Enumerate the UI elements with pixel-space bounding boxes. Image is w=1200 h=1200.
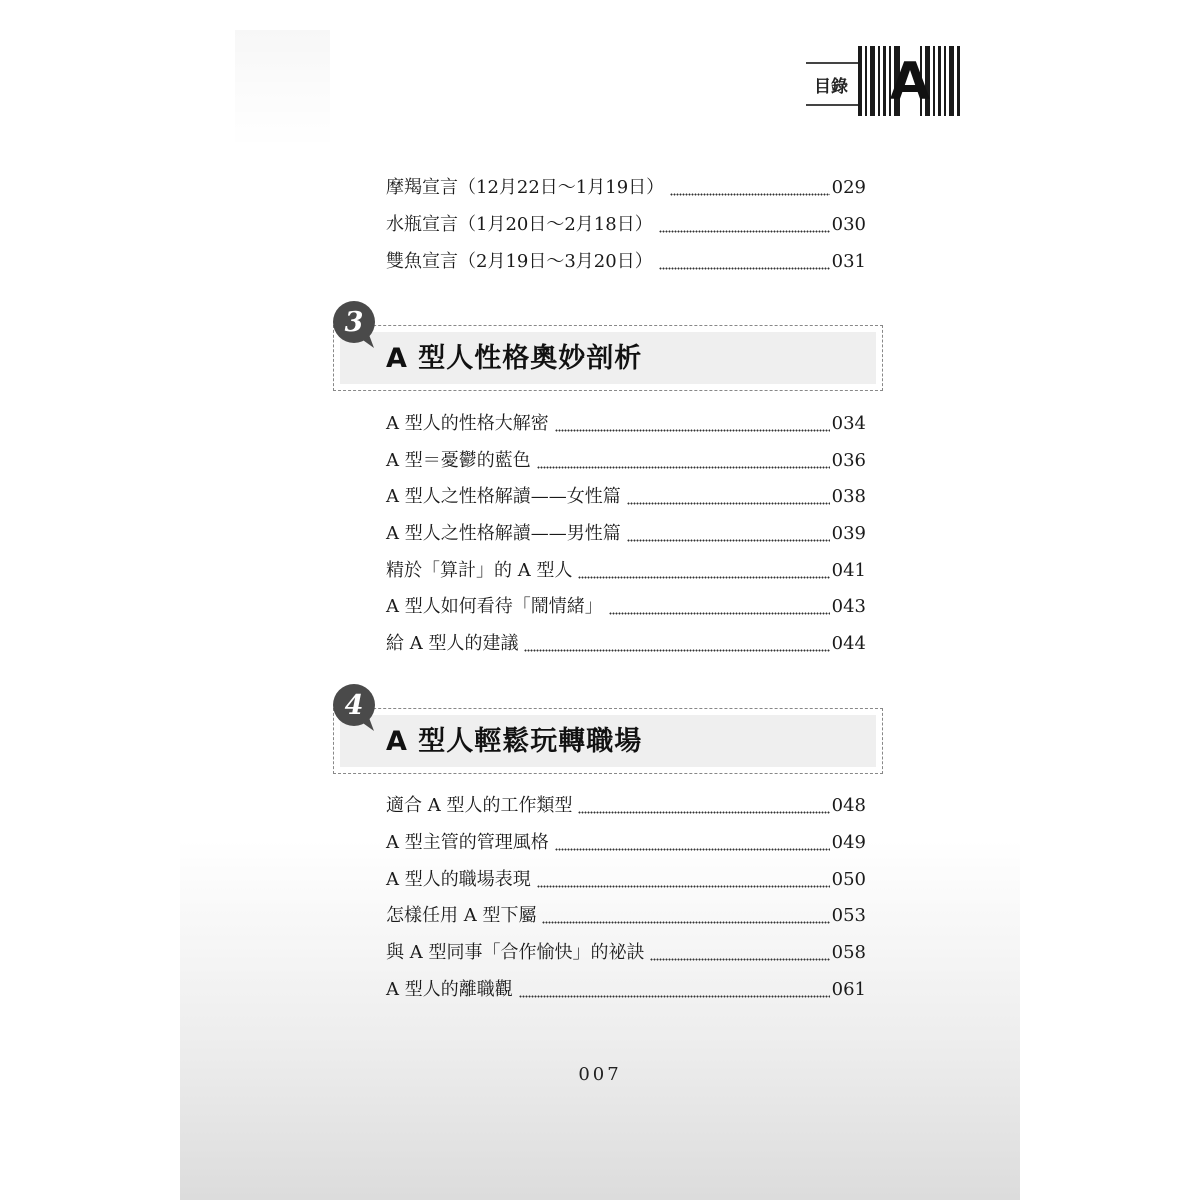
toc-entry[interactable] — [386, 903, 866, 929]
chapter-4-number: 4 — [344, 689, 364, 721]
chapter-4-title: A 型人輕鬆玩轉職場 — [386, 726, 643, 757]
dot-leader — [578, 793, 829, 819]
toc-entry-title: 適合 A 型人的工作類型 — [386, 795, 573, 816]
header-rule-bottom — [806, 104, 858, 106]
toc-entry-page: 049 — [831, 832, 866, 853]
dot-leader — [537, 867, 830, 893]
toc-entry-title: 水瓶宣言（1月20日～2月18日） — [386, 214, 653, 235]
toc-entry-page: 048 — [831, 795, 866, 816]
toc-entry[interactable] — [386, 521, 866, 547]
toc-entry-page: 044 — [831, 633, 866, 654]
dot-leader — [650, 940, 829, 966]
toc-entry[interactable] — [386, 175, 866, 201]
toc-entry-title: A 型人的離職觀 — [386, 979, 513, 1000]
toc-entry-title: 給 A 型人的建議 — [386, 633, 519, 654]
toc-entry-title: A 型人的性格大解密 — [386, 413, 549, 434]
dot-leader — [627, 484, 830, 510]
toc-entry[interactable] — [386, 484, 866, 510]
toc-entry-page: 034 — [831, 413, 866, 434]
page-number: 007 — [578, 1064, 622, 1085]
toc-entry-title: A 型人之性格解讀——女性篇 — [386, 486, 621, 507]
toc-entry-page: 038 — [831, 486, 866, 507]
barcode-letter: A — [889, 52, 931, 112]
toc-entry-page: 050 — [831, 869, 866, 890]
toc-entry-title: 精於「算計」的 A 型人 — [386, 560, 573, 581]
toc-entry-title: A 型＝憂鬱的藍色 — [386, 450, 531, 471]
toc-entry[interactable] — [386, 867, 866, 893]
toc-header-label: 目錄 — [814, 76, 848, 97]
toc-entry-page: 043 — [831, 596, 866, 617]
dot-leader — [524, 631, 829, 657]
toc-entry[interactable] — [386, 977, 866, 1003]
dot-leader — [555, 411, 830, 437]
toc-entry-page: 036 — [831, 450, 866, 471]
toc-entry-title: 與 A 型同事「合作愉快」的祕訣 — [386, 942, 645, 963]
dot-leader — [609, 594, 830, 620]
toc-entry[interactable] — [386, 448, 866, 474]
dot-leader — [578, 558, 829, 584]
toc-entry-title: A 型人的職場表現 — [386, 869, 531, 890]
toc-entry[interactable] — [386, 830, 866, 856]
dot-leader — [627, 521, 830, 547]
toc-entry-title: 怎樣任用 A 型下屬 — [386, 905, 537, 926]
chapter-3-title: A 型人性格奧妙剖析 — [386, 343, 643, 374]
dot-leader — [537, 448, 830, 474]
dot-leader — [542, 903, 829, 929]
toc-entry-title: A 型人之性格解讀——男性篇 — [386, 523, 621, 544]
dot-leader — [659, 249, 830, 275]
toc-entry[interactable] — [386, 558, 866, 584]
toc-entry-page: 039 — [831, 523, 866, 544]
toc-entry-title: 雙魚宣言（2月19日～3月20日） — [386, 251, 653, 272]
toc-entry[interactable] — [386, 631, 866, 657]
dot-leader — [519, 977, 830, 1003]
toc-entry[interactable] — [386, 793, 866, 819]
toc-entry[interactable] — [386, 411, 866, 437]
page-decoration — [235, 30, 330, 150]
toc-entry-title: A 型人如何看待「鬧情緒」 — [386, 596, 603, 617]
toc-entry-title: 摩羯宣言（12月22日～1月19日） — [386, 177, 665, 198]
dot-leader — [555, 830, 830, 856]
toc-entry-page: 061 — [831, 979, 866, 1000]
toc-entry-page: 031 — [831, 251, 866, 272]
toc-entry[interactable] — [386, 249, 866, 275]
toc-entry-page: 058 — [831, 942, 866, 963]
toc-entry[interactable] — [386, 940, 866, 966]
toc-entry[interactable] — [386, 594, 866, 620]
toc-entry-title: A 型主管的管理風格 — [386, 832, 549, 853]
dot-leader — [659, 212, 830, 238]
dot-leader — [670, 175, 829, 201]
toc-entry-page: 041 — [831, 560, 866, 581]
toc-entry-page: 053 — [831, 905, 866, 926]
toc-entry[interactable] — [386, 212, 866, 238]
chapter-3-number: 3 — [344, 306, 364, 338]
toc-entry-page: 030 — [831, 214, 866, 235]
toc-entry-page: 029 — [831, 177, 866, 198]
